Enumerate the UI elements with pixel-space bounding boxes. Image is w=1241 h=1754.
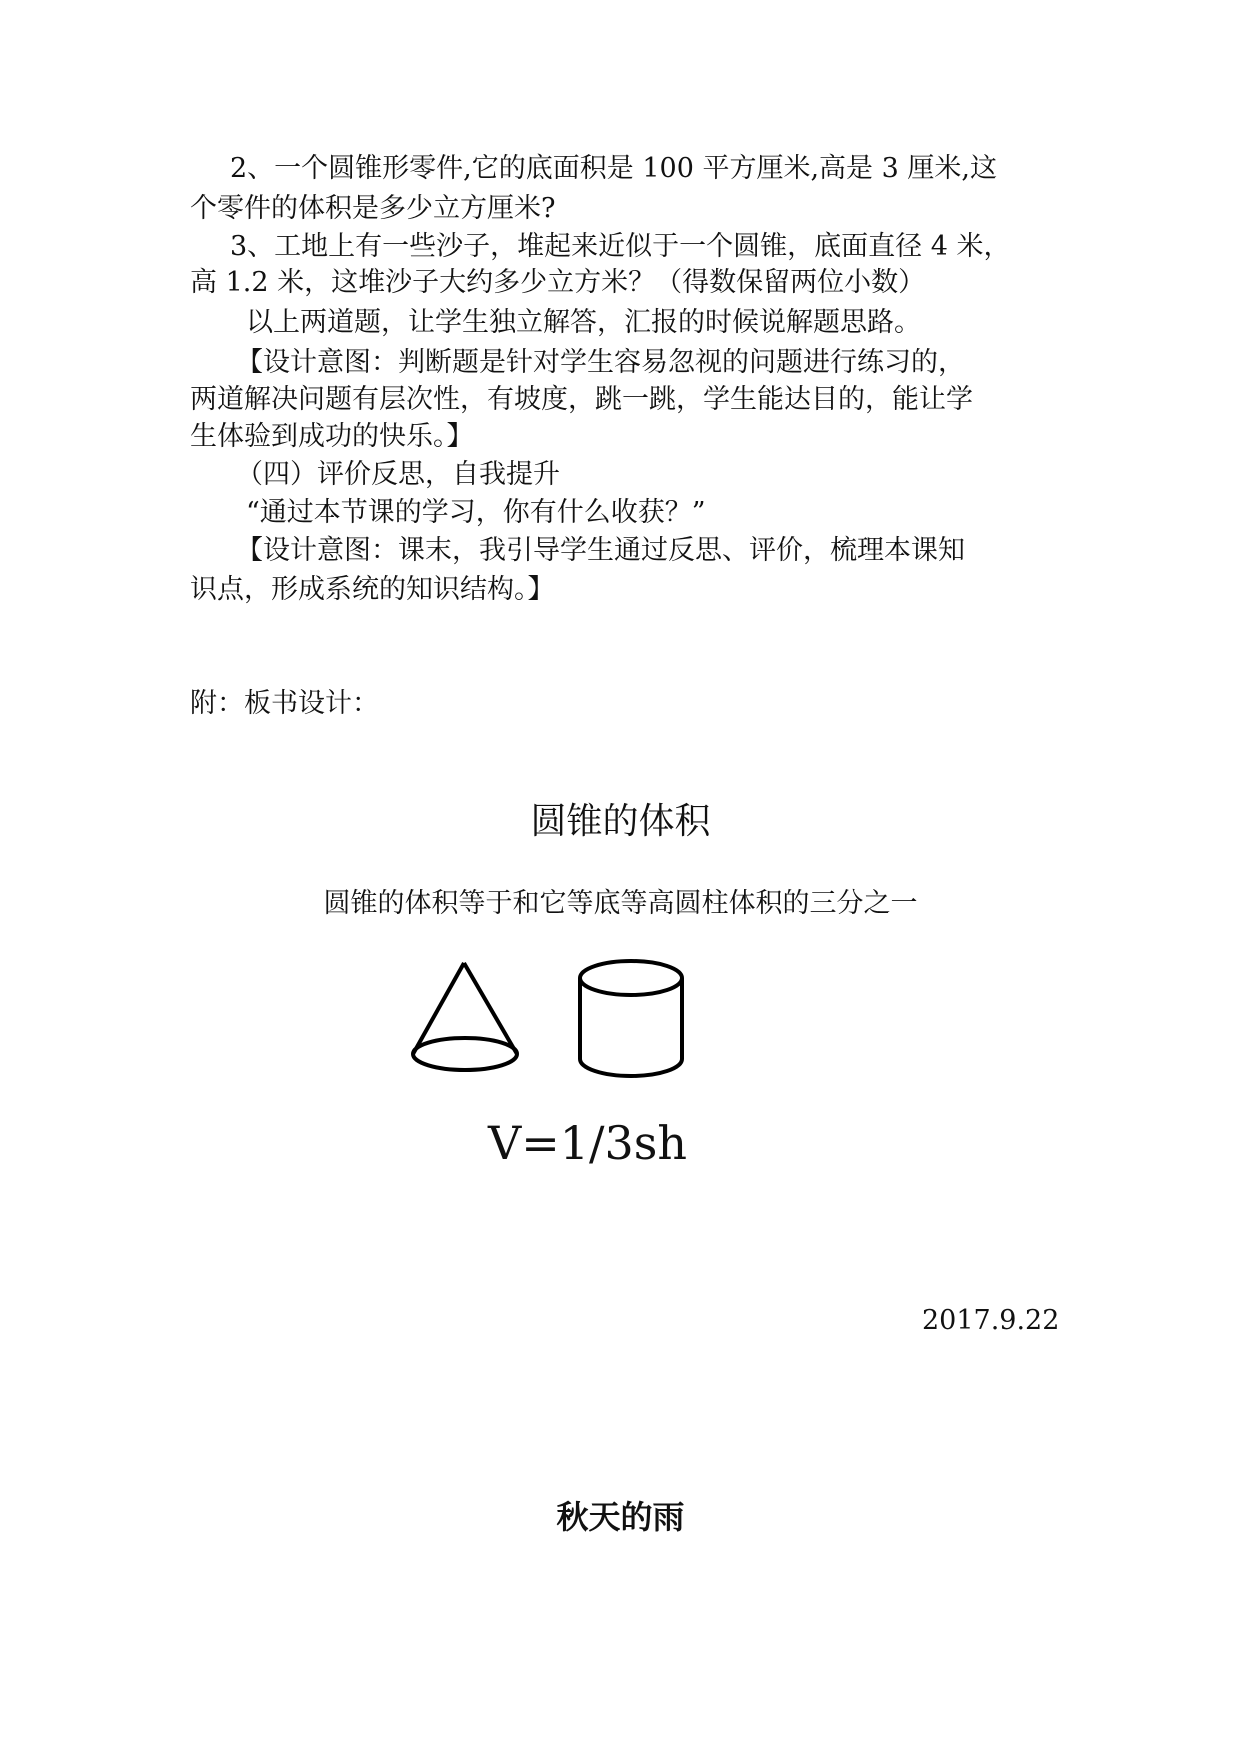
appendix-label: 附：板书设计： [190, 688, 379, 719]
board-title: 圆锥的体积 [530, 801, 711, 842]
question-2-line-1: 2、一个圆锥形零件,它的底面积是 100 平方厘米,高是 3 厘米,这 [230, 153, 997, 184]
cone-icon [413, 963, 517, 1070]
design-intent-1-line-2: 两道解决问题有层次性，有坡度，跳一跳，学生能达目的，能让学 [190, 384, 973, 415]
cylinder-icon [580, 961, 682, 1076]
instruction-text: 以上两道题，让学生独立解答，汇报的时候说解题思路。 [246, 307, 921, 338]
next-lesson-title: 秋天的雨 [556, 1498, 685, 1536]
question-2-line-2: 个零件的体积是多少立方厘米? [190, 193, 556, 224]
volume-formula: V=1/3sh [488, 1116, 688, 1170]
design-intent-2-line-2: 识点，形成系统的知识结构。】 [190, 574, 555, 605]
design-intent-2-line-1: 【设计意图：课末，我引导学生通过反思、评价，梳理本课知 [236, 535, 965, 566]
reflection-question: “通过本节课的学习，你有什么收获？” [246, 497, 706, 528]
question-3-line-1: 3、工地上有一些沙子，堆起来近似于一个圆锥，底面直径 4 米， [230, 231, 1011, 262]
section-four-heading: （四）评价反思，自我提升 [236, 459, 560, 490]
design-intent-1-line-1: 【设计意图：判断题是针对学生容易忽视的问题进行练习的， [236, 347, 965, 378]
date-text: 2017.9.22 [922, 1305, 1060, 1336]
design-intent-1-line-3: 生体验到成功的快乐。】 [190, 421, 474, 452]
board-statement: 圆锥的体积等于和它等底等高圆柱体积的三分之一 [323, 888, 918, 919]
question-3-line-2: 高 1.2 米，这堆沙子大约多少立方米？（得数保留两位小数） [190, 267, 926, 298]
